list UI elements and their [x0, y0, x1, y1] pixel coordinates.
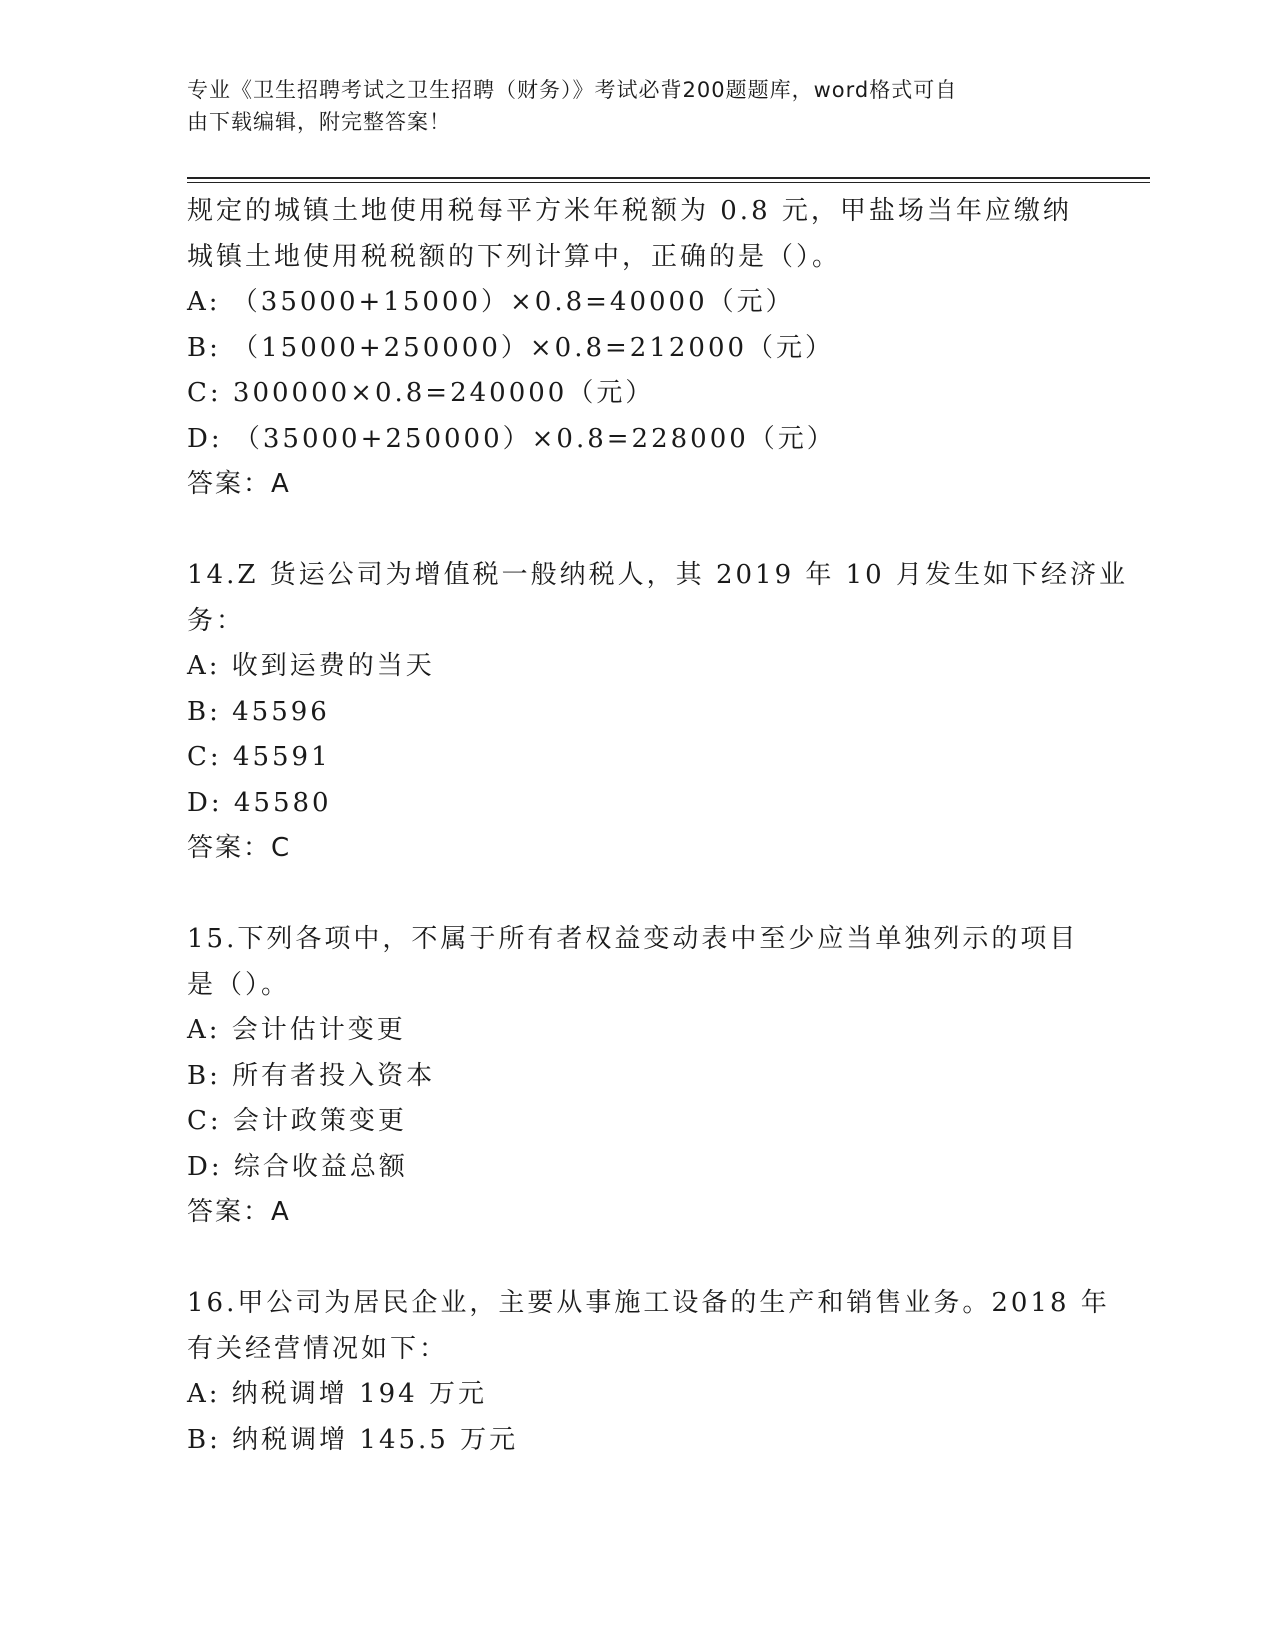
question-stem-line: 务：	[187, 605, 246, 636]
question-stem-line: 城镇土地使用税税额的下列计算中，正确的是（）。	[187, 241, 842, 272]
question-stem-line: 是（）。	[187, 969, 291, 1000]
answer-line: 答案：A	[187, 469, 291, 499]
option-a: A: 收到运费的当天	[187, 651, 435, 681]
option-b: B: 纳税调增 145.5 万元	[187, 1424, 519, 1455]
answer-line: 答案：C	[187, 833, 292, 863]
option-a: A: 会计估计变更	[187, 1015, 406, 1045]
header-title-line-2: 由下载编辑，附完整答案！	[187, 110, 451, 134]
spacer	[187, 508, 1087, 554]
question-14	[187, 553, 1128, 872]
question-stem-line: 规定的城镇土地使用税每平方米年税额为 0.8 元，甲盐场当年应缴纳	[187, 196, 1072, 226]
spacer	[187, 872, 1087, 918]
document-header	[187, 74, 1087, 138]
question-16	[187, 1281, 1110, 1463]
option-a: A: 纳税调增 194 万元	[187, 1379, 487, 1409]
spacer	[187, 1236, 1087, 1282]
option-c: C: 45591	[187, 742, 331, 772]
option-d: D: 45580	[187, 787, 332, 818]
document-body	[187, 189, 1128, 1463]
question-stem-line: 有关经营情况如下：	[187, 1333, 449, 1364]
question-stem-line: 15.下列各项中，不属于所有者权益变动表中至少应当单独列示的项目	[187, 924, 1079, 954]
question-stem-line: 14.Z 货运公司为增值税一般纳税人，其 2019 年 10 月发生如下经济业	[187, 560, 1128, 590]
header-title-line-1: 专业《卫生招聘考试之卫生招聘（财务）》考试必背200题题库，word格式可自	[187, 78, 958, 102]
option-b: B: （15000+250000）×0.8=212000（元）	[187, 332, 835, 363]
option-b: B: 所有者投入资本	[187, 1060, 436, 1091]
option-d: D: 综合收益总额	[187, 1151, 408, 1182]
header-divider-thick	[187, 177, 1150, 179]
option-b: B: 45596	[187, 696, 330, 727]
option-c: C: 300000×0.8=240000（元）	[187, 378, 655, 408]
option-a: A: （35000+15000）×0.8=40000（元）	[187, 287, 795, 317]
answer-line: 答案：A	[187, 1197, 291, 1227]
question-stem-line: 16.甲公司为居民企业，主要从事施工设备的生产和销售业务。2018 年	[187, 1288, 1110, 1318]
header-divider-thin	[187, 182, 1150, 183]
question-13	[187, 189, 1087, 508]
question-15	[187, 917, 1087, 1236]
option-c: C: 会计政策变更	[187, 1106, 407, 1136]
option-d: D: （35000+250000）×0.8=228000（元）	[187, 423, 836, 454]
